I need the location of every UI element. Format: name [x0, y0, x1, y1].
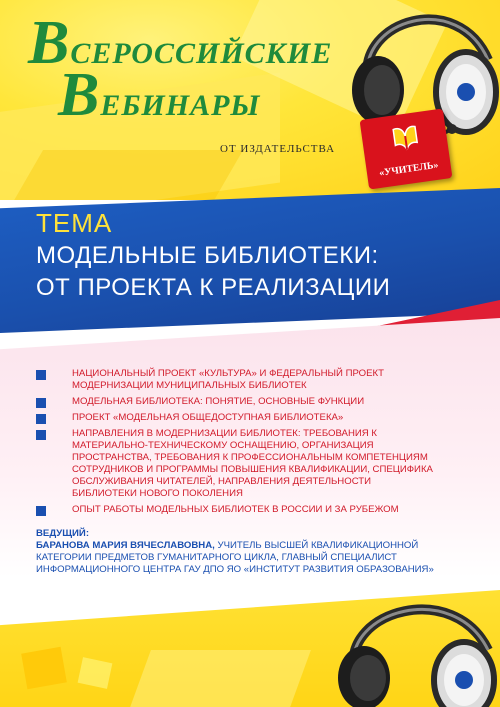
topic-title	[36, 240, 390, 304]
title-word: СЕРОССИЙСКИЕ	[70, 37, 333, 70]
list-item	[36, 368, 436, 392]
decor-shape	[21, 647, 67, 689]
logo-text: «УЧИТЕЛЬ»	[378, 159, 440, 179]
presenter-block	[36, 528, 436, 576]
logo-emblem-icon	[390, 120, 420, 153]
agenda-text: ОПЫТ РАБОТЫ МОДЕЛЬНЫХ БИБЛИОТЕК В РОССИИ И ЗА РУБЕЖОМ	[72, 504, 399, 515]
presenter-name: БАРАНОВА МАРИЯ ВЯЧЕСЛАВОВНА,	[36, 540, 215, 551]
list-item	[36, 428, 436, 500]
decor-shape	[129, 650, 311, 707]
agenda-text: МОДЕЛЬНАЯ БИБЛИОТЕКА: ПОНЯТИЕ, ОСНОВНЫЕ ФУНКЦИИ	[72, 396, 365, 407]
publisher-label: ОТ ИЗДАТЕЛЬСТВА	[220, 143, 336, 155]
topic-label: ТЕМА	[36, 208, 113, 238]
presenter-bio	[36, 540, 436, 576]
list-item	[36, 412, 436, 424]
presenter-description: УЧИТЕЛЬ ВЫСШЕЙ КВАЛИФИКАЦИОННОЙ КАТЕГОРИИ ПРЕДМЕТОВ ГУМАНИТАРНОГО ЦИКЛА, ГЛАВНЫЙ СПЕЦИАЛИСТ ИНФОРМАЦИОННОГО ЦЕНТРА ГАУ ДПО ЯО «ИНСТИТУТ РАЗВИТИЯ ОБРАЗОВАНИЯ»	[36, 540, 434, 575]
agenda-text: ПРОЕКТ «МОДЕЛЬНАЯ ОБЩЕДОСТУПНАЯ БИБЛИОТЕКА»	[72, 412, 344, 423]
agenda-text: НАЦИОНАЛЬНЫЙ ПРОЕКТ «КУЛЬТУРА» И ФЕДЕРАЛЬНЫЙ ПРОЕКТ МОДЕРНИЗАЦИИ МУНИЦИПАЛЬНЫХ БИБЛИОТЕК	[72, 368, 384, 391]
bullet-square-icon	[36, 430, 46, 440]
decor-shape	[78, 657, 113, 689]
title-line-2	[58, 61, 261, 129]
title-initial: В	[28, 9, 71, 77]
bullet-square-icon	[36, 398, 46, 408]
presenter-label: ВЕДУЩИЙ:	[36, 528, 90, 539]
title-word: ЕБИНАРЫ	[100, 89, 261, 122]
publisher-logo	[360, 108, 453, 189]
headphones-icon	[318, 580, 500, 707]
agenda-text: НАПРАВЛЕНИЯ В МОДЕРНИЗАЦИИ БИБЛИОТЕК: ТРЕБОВАНИЯ К МАТЕРИАЛЬНО-ТЕХНИЧЕСКОМУ ОСНАЩЕНИЮ, ОРГАНИЗАЦИЯ ПРОСТРАНСТВА, ТРЕБОВАНИЯ К ПРОФЕССИОНАЛЬНЫМ КОМПЕТЕНЦИЯМ СОТРУДНИКОВ И ПРОГРАММЫ ПОВЫШЕНИЯ КВАЛИФИКАЦИИ, СПЕЦИФИКА ОБСЛУЖИВАНИЯ ЧИТАТЕЛЕЙ, НАПРАВЛЕНИЯ ДЕЯТЕЛЬНОСТИ БИБЛИОТЕКИ НОВОГО ПОКОЛЕНИЯ	[72, 428, 433, 499]
bullet-square-icon	[36, 370, 46, 380]
bullet-square-icon	[36, 506, 46, 516]
topic-title-line: МОДЕЛЬНЫЕ БИБЛИОТЕКИ:	[36, 242, 379, 269]
agenda-list	[36, 368, 436, 520]
list-item	[36, 504, 436, 516]
bullet-square-icon	[36, 414, 46, 424]
title-initial: В	[58, 61, 101, 129]
list-item	[36, 396, 436, 408]
topic-title-line: ОТ ПРОЕКТА К РЕАЛИЗАЦИИ	[36, 274, 391, 301]
